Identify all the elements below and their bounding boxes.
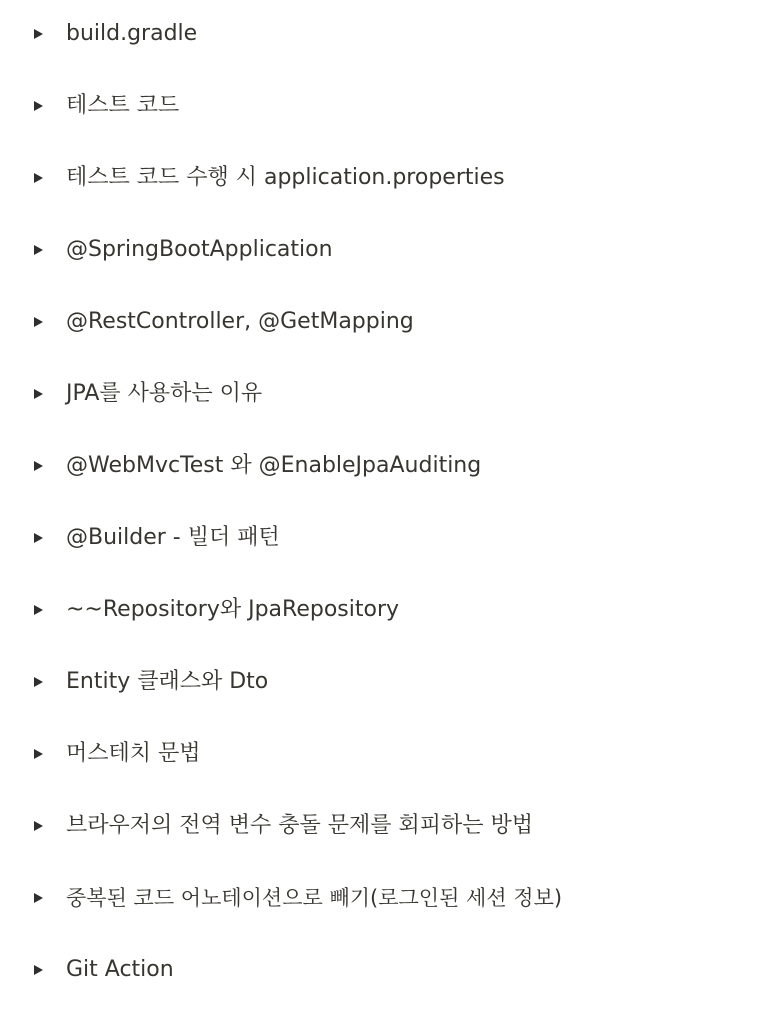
toggle-label: JPA를 사용하는 이유 [66, 381, 263, 406]
toggle-label: build.gradle [66, 21, 198, 46]
toggle-label: 중복된 코드 어노테이션으로 빼기(로그인된 세션 정보) [66, 886, 563, 910]
toggle-git-action[interactable] [0, 952, 779, 988]
toggle-build-gradle[interactable] [0, 16, 779, 52]
triangle-right-icon[interactable] [34, 461, 43, 471]
toggle-annotation-refactor[interactable] [0, 880, 779, 916]
toggle-label: 머스테치 문법 [66, 741, 201, 766]
toggle-test-properties[interactable] [0, 160, 779, 196]
toggle-global-variable-conflict[interactable] [0, 808, 779, 844]
toggle-label: @SpringBootApplication [66, 237, 333, 262]
toggle-label: 브라우저의 전역 변수 충돌 문제를 회피하는 방법 [66, 813, 534, 838]
toggle-label: Entity 클래스와 Dto [66, 669, 269, 694]
toggle-webmvctest[interactable] [0, 448, 779, 484]
toggle-label: 테스트 코드 수행 시 application.properties [66, 165, 505, 190]
triangle-right-icon[interactable] [34, 389, 43, 399]
triangle-right-icon[interactable] [34, 677, 43, 687]
toggle-builder-pattern[interactable] [0, 520, 779, 556]
toggle-repository[interactable] [0, 592, 779, 628]
triangle-right-icon[interactable] [34, 245, 43, 255]
toggle-label: @RestController, @GetMapping [66, 309, 414, 334]
toggle-label: @Builder - 빌더 패턴 [66, 525, 280, 550]
toggle-label: ~~Repository와 JpaRepository [66, 597, 400, 622]
triangle-right-icon[interactable] [34, 749, 43, 759]
toggle-jpa-reason[interactable] [0, 376, 779, 412]
toggle-label: Git Action [66, 957, 174, 982]
triangle-right-icon[interactable] [34, 821, 43, 831]
toggle-test-code[interactable] [0, 88, 779, 124]
toggle-mustache-syntax[interactable] [0, 736, 779, 772]
triangle-right-icon[interactable] [34, 965, 43, 975]
triangle-right-icon[interactable] [34, 605, 43, 615]
toggle-rest-controller[interactable] [0, 304, 779, 340]
toggle-entity-dto[interactable] [0, 664, 779, 700]
triangle-right-icon[interactable] [34, 29, 43, 39]
triangle-right-icon[interactable] [34, 893, 43, 903]
toggle-label: @WebMvcTest 와 @EnableJpaAuditing [66, 453, 482, 478]
triangle-right-icon[interactable] [34, 317, 43, 327]
toggle-spring-boot-application[interactable] [0, 232, 779, 268]
triangle-right-icon[interactable] [34, 533, 43, 543]
triangle-right-icon[interactable] [34, 101, 43, 111]
toggle-label: 테스트 코드 [66, 93, 180, 118]
triangle-right-icon[interactable] [34, 173, 43, 183]
